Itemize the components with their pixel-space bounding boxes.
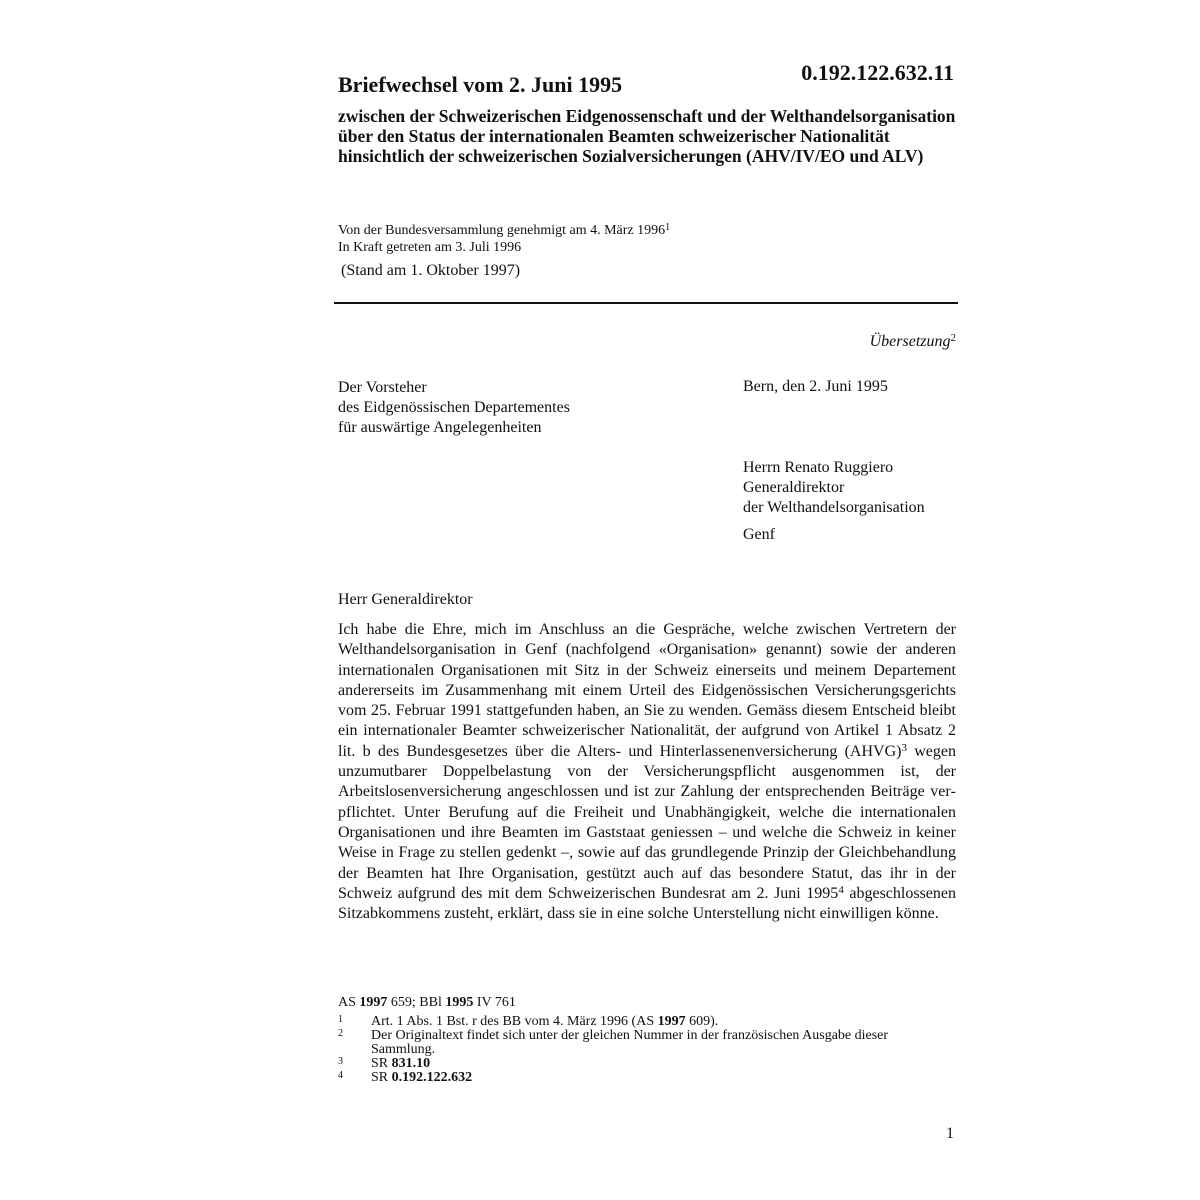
footnote-ref-1: 1 (665, 222, 671, 233)
sender-line: des Eidgenössischen Departementes (338, 399, 570, 416)
document-title: Briefwechsel vom 2. Juni 1995 (338, 72, 623, 97)
sender-line: Der Vorsteher (338, 379, 427, 396)
footnote-bold: 0.192.122.632 (391, 1070, 473, 1085)
footnote (338, 1057, 938, 1071)
footnote-text: Der Originaltext findet sich unter der gleichen Nummer in der französischen Ausgabe dieser Sammlung. (371, 1028, 889, 1057)
footnote-ref-4: 4 (838, 883, 844, 896)
footnote-text-end: 609). (685, 1014, 719, 1029)
approval-line (338, 222, 670, 239)
place-date: Bern, den 2. Juni 1995 (743, 378, 888, 395)
footnote-text: SR (371, 1056, 392, 1071)
recipient-line: Herrn Renato Ruggiero (743, 459, 894, 476)
source-reference (338, 995, 516, 1011)
source-mid: 659; BBl (387, 995, 446, 1010)
sr-number: 0.192.122.632.11 (801, 60, 954, 85)
sender-line: für auswärtige Angelegenheiten (338, 419, 542, 436)
footnote-text: SR (371, 1070, 392, 1085)
footnote (338, 1071, 938, 1085)
footnote (338, 1029, 938, 1057)
sender-block (338, 378, 570, 438)
footnote-number: 1 (338, 1014, 343, 1025)
source-bbl-year: 1995 (445, 995, 474, 1010)
footnote (338, 1015, 938, 1029)
in-force-line: In Kraft getreten am 3. Juli 1996 (338, 240, 522, 255)
recipient-block (743, 458, 925, 518)
header-divider (334, 302, 958, 304)
source-as-year: 1997 (359, 995, 388, 1010)
source-prefix: AS (338, 995, 360, 1010)
body-part: Ich habe die Ehre, mich im Anschluss an die Gespräche, welche zwischen Vertretern der Welthandelsorganisation in Genf (nachfolgend «Organisation» genannt) sowie der anderen internationalen Organisationen mit Sitz in der Schweiz einerseits und meinem Departement andererseits im Zusammenhang mit einem Urteil des Eidgenössischen Versicherungsgerichts vom 25. Februar 1991 stattgefunden haben, an Sie zu wenden. Gemäss diesem Entscheid bleibt ein internationaler Beamter schweizerischer Nationalität, der aufgrund von Artikel 1 Absatz 2 lit. b des Bundesgesetzes über die Alters- und Hinterlassenenversicherung (AHVG) (338, 621, 956, 760)
footnote-ref-2: 2 (950, 332, 956, 344)
footnote-text: Art. 1 Abs. 1 Bst. r des BB vom 4. März 1996 (AS (371, 1014, 658, 1029)
footnote-ref-3: 3 (901, 741, 907, 754)
translation-note (740, 333, 956, 351)
recipient-city: Genf (743, 526, 775, 543)
translation-label: Übersetzung (869, 333, 951, 350)
footnote-bold: 831.10 (391, 1056, 431, 1071)
approval-text: Von der Bundesversammlung genehmigt am 4. März 1996 (338, 223, 666, 238)
footnote-number: 3 (338, 1056, 343, 1067)
body-part: abgeschlossenen Sitzabkommens zusteht, erklärt, dass sie in eine solche Unterstellung nicht einwilligen könne. (338, 884, 956, 923)
footnote-number: 2 (338, 1028, 343, 1039)
recipient-line: der Welthandelsorganisation (743, 499, 925, 516)
status-date: (Stand am 1. Oktober 1997) (341, 262, 521, 279)
document-subtitle: zwischen der Schweizerischen Eidgenossenschaft und der Welthandelsorganisation über den Status der internationalen Beamten schweizerischer Nationalität hinsichtlich der schweizerischen Sozialversicherungen (AHV/IV/EO und ALV) (338, 106, 956, 166)
salutation: Herr Generaldirektor (338, 591, 473, 608)
source-suffix: IV 761 (473, 995, 516, 1010)
recipient-line: Generaldirektor (743, 479, 845, 496)
footnote-bold: 1997 (657, 1014, 686, 1029)
approval-info (338, 222, 670, 256)
body-part: wegen unzumutbarer Doppelbelastung von der Versicherungspflicht ausgenommen ist, der Arbeitslosenversicherung angeschlossen und ist zur Zahlung der entsprechenden Beiträge verpflichtet. Unter Berufung auf die Freiheit und Unabhängigkeit, welche die internationalen Organisationen und ihre Beamten im Gaststaat geniessen – und welche die Schweiz in keiner Weise in Frage zu stellen gedenkt –, sowie auf das grundlegende Prinzip der Gleichbehandlung der Beamten hat Ihre Organisation, gestützt auch auf das besondere Statut, das ihr in der Schweiz aufgrund des mit dem Schweizerischen Bundesrat am 2. Juni 1995 (338, 742, 956, 902)
page-number: 1 (946, 1125, 954, 1142)
letter-body (338, 620, 956, 924)
footnote-number: 4 (338, 1070, 343, 1081)
footnotes (338, 1015, 938, 1085)
